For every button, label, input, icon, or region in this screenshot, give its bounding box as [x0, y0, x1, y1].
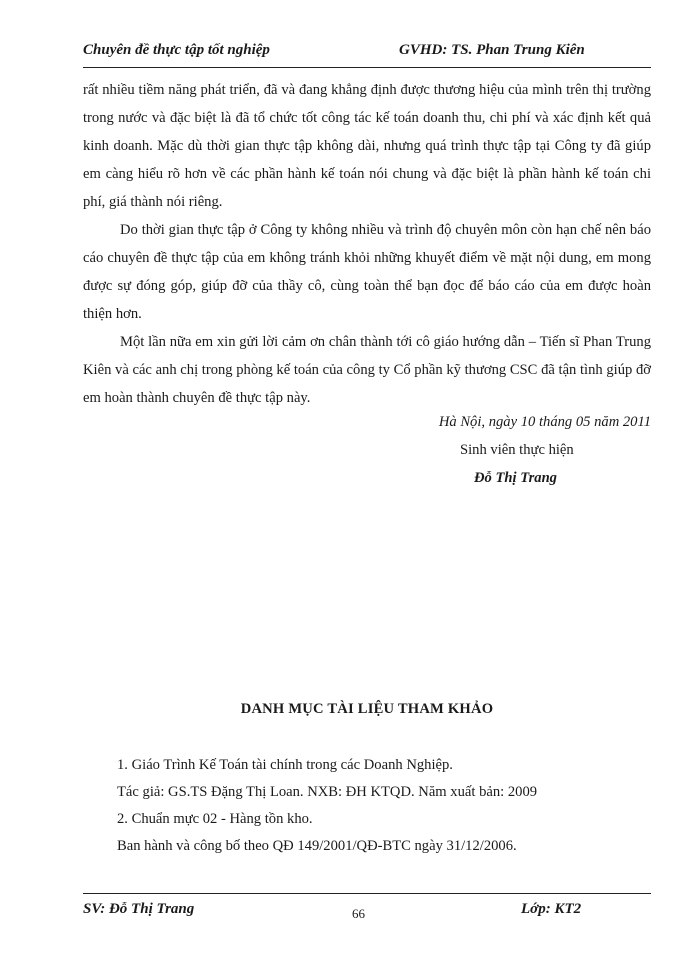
body-text: [83, 76, 651, 412]
signature-role: Sinh viên thực hiện: [460, 442, 574, 458]
reference-line: 1. Giáo Trình Kế Toán tài chính trong các Doanh Nghiệp.: [117, 757, 453, 773]
paragraph-thanks: Một lần nữa em xin gửi lời cảm ơn chân thành tới cô giáo hướng dẫn – Tiến sĩ Phan Trung Kiên và các anh chị trong phòng kế toán của công ty Cổ phần kỹ thương CSC đã tận tình giúp đỡ em hoàn thành chuyên đề thực tập này.: [83, 334, 651, 406]
references-list: [117, 752, 647, 860]
signature-name: Đỗ Thị Trang: [474, 470, 557, 486]
footer-class: Lớp: KT2: [521, 901, 582, 917]
header-title: Chuyên đề thực tập tốt nghiệp: [83, 42, 270, 58]
header-advisor: GVHD: TS. Phan Trung Kiên: [399, 42, 585, 58]
signature-date: Hà Nội, ngày 10 tháng 05 năm 2011: [438, 414, 651, 430]
reference-line: Ban hành và công bố theo QĐ 149/2001/QĐ-BTC ngày 31/12/2006.: [117, 838, 517, 854]
reference-line: 2. Chuẩn mực 02 - Hàng tồn kho.: [117, 811, 313, 827]
signature-block: [400, 408, 651, 492]
footer-divider: [83, 893, 651, 894]
reference-line: Tác giả: GS.TS Đặng Thị Loan. NXB: ĐH KTQD. Năm xuất bản: 2009: [117, 784, 538, 800]
paragraph-continuation: rất nhiều tiềm năng phát triển, đã và đang khẳng định được thương hiệu của mình trên thị trường trong nước và đặc biệt là đã tổ chức tốt công tác kế toán doanh thu, chi phí và xác định kết quả kinh doanh. Mặc dù thời gian thực tập không dài, nhưng quá trình thực tập tại Công ty đã giúp em càng hiểu rõ hơn về các phần hành kế toán nói chung và đặc biệt là phần hành kế toán chi phí, giá thành nói riêng.: [83, 82, 651, 210]
paragraph-limitations: Do thời gian thực tập ở Công ty không nhiều và trình độ chuyên môn còn hạn chế nên báo cáo chuyên đề thực tập của em không tránh khỏi những khuyết điểm về mặt nội dung, em mong được sự đóng góp, giúp đỡ của thầy cô, cùng toàn thể bạn đọc để báo cáo của em được hoàn thiện hơn.: [83, 222, 651, 322]
references-title: DANH MỤC TÀI LIỆU THAM KHẢO: [240, 701, 494, 717]
page-number: 66: [352, 906, 365, 921]
header-divider: [83, 67, 651, 68]
footer-student: SV: Đỗ Thị Trang: [83, 901, 195, 917]
